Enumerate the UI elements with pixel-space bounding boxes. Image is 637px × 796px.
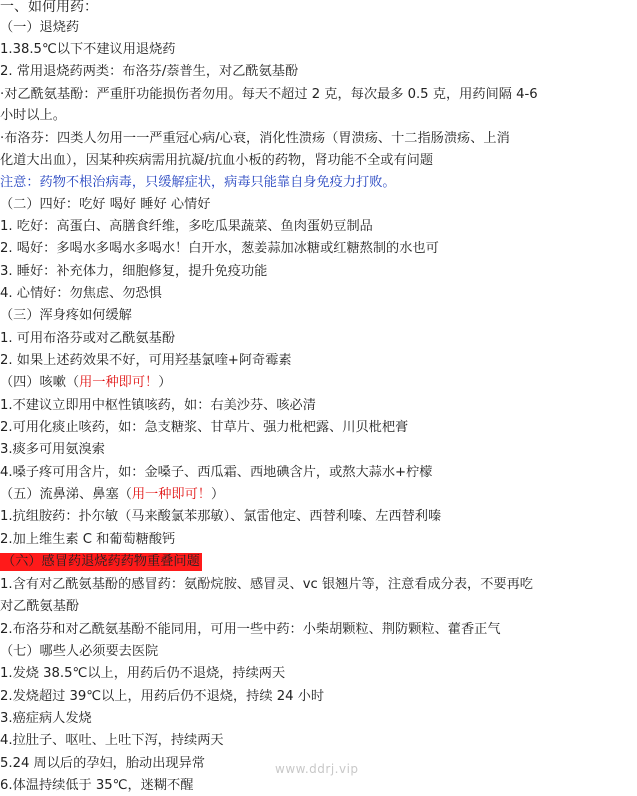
section-7-item: 3.癌症病人发烧 <box>0 711 92 726</box>
watermark-text: www.ddrj.vip <box>275 762 359 776</box>
section-5-title-text: （五）流鼻涕、鼻塞（ <box>0 487 132 502</box>
section-5-item: 1.抗组胺药：扑尔敏（马来酸氯苯那敏）、氯雷他定、西替利嗪、左西替利嗪 <box>0 509 442 524</box>
section-6-line: 2.布洛芬和对乙酰氨基酚不能同用，可用一些中药：小柴胡颗粒、荆防颗粒、藿香正气 <box>0 622 501 637</box>
section-2-item: 2. 喝好：多喝水多喝水多喝水！白开水，葱姜蒜加冰糖或红糖熬制的水也可 <box>0 241 439 256</box>
section-4-title <box>0 373 171 393</box>
section-7-item: 4.拉肚子、呕吐、上吐下泻，持续两天 <box>0 733 224 748</box>
section-7-title: （七）哪些人必须要去医院 <box>0 644 159 659</box>
section-4-item: 2.可用化痰止咳药，如：急支糖浆、甘草片、强力枇杷露、川贝枇杷膏 <box>0 420 409 435</box>
section-6-title-row <box>0 552 202 572</box>
section-5-title-close: ） <box>211 487 225 502</box>
section-4-item: 3.痰多可用氨溴索 <box>0 442 105 457</box>
section-5-title <box>0 485 224 505</box>
section-4-item: 1.不建议立即用中枢性镇咳药，如：右美沙芬、咳必清 <box>0 398 316 413</box>
section-1-note: 注意：药物不根治病毒，只缓解症状，病毒只能靠自身免疫力打败。 <box>0 175 396 190</box>
section-1-line: 小时以上。 <box>0 108 66 123</box>
section-6-line: 对乙酰氨基酚 <box>0 599 80 614</box>
section-1-line: ·布洛芬：四类人勿用一一严重冠心病/心衰，消化性溃疡（胃溃疡、十二指肠溃疡、上消 <box>0 131 510 146</box>
section-2-item: 3. 睡好：补充体力，细胞修复，提升免疫功能 <box>0 264 268 279</box>
section-1-title: （一）退烧药 <box>0 20 80 35</box>
section-6-line: 1.含有对乙酰氨基酚的感冒药：氨酚烷胺、感冒灵、vc 银翘片等，注意看成分表，不要再吃 <box>0 577 533 592</box>
section-4-title-text: （四）咳嗽（ <box>0 375 80 390</box>
section-1-line: ·对乙酰氨基酚：严重肝功能损伤者勿用。每天不超过 2 克，每次最多 0.5 克，用药间隔 4-6 <box>0 87 538 102</box>
section-4-item: 4.嗓子疼可用含片，如：金嗓子、西瓜霜、西地碘含片，或熬大蒜水+柠檬 <box>0 465 433 480</box>
section-3-title: （三）浑身疼如何缓解 <box>0 308 132 323</box>
section-7-item: 1.发烧 38.5℃以上，用药后仍不退烧，持续两天 <box>0 666 286 681</box>
section-5-title-emphasis: 用一种即可！ <box>131 487 211 502</box>
section-4-title-emphasis: 用一种即可！ <box>79 375 159 390</box>
section-5-item: 2.加上维生素 C 和葡萄糖酸钙 <box>0 532 176 547</box>
section-2-title: （二）四好：吃好 喝好 睡好 心情好 <box>0 197 211 212</box>
section-6-title-highlight: （六）感冒药退烧药药物重叠问题 <box>2 554 200 569</box>
section-3-item: 2. 如果上述药效果不好，可用羟基氯喹+阿奇霉素 <box>0 353 292 368</box>
section-1-line: 1.38.5℃以下不建议用退烧药 <box>0 42 176 57</box>
section-3-item: 1. 可用布洛芬或对乙酰氨基酚 <box>0 331 176 346</box>
section-7-item: 5.24 周以后的孕妇，胎动出现异常 <box>0 756 205 771</box>
section-1-line: 2. 常用退烧药两类：布洛芬/萘普生，对乙酰氨基酚 <box>0 64 299 79</box>
section-4-title-close: ） <box>158 375 172 390</box>
section-2-item: 4. 心情好：勿焦虑、勿恐惧 <box>0 286 162 301</box>
section-7-item: 2.发烧超过 39℃以上，用药后仍不退烧，持续 24 小时 <box>0 689 325 704</box>
main-heading: 一、如何用药： <box>0 0 98 15</box>
section-2-item: 1. 吃好：高蛋白、高膳食纤维，多吃瓜果蔬菜、鱼肉蛋奶豆制品 <box>0 219 373 234</box>
section-1-line: 化道大出血），因某种疾病需用抗凝/抗血小板的药物，肾功能不全或有问题 <box>0 153 434 168</box>
section-7-item: 6.体温持续低于 35℃，迷糊不醒 <box>0 778 194 793</box>
